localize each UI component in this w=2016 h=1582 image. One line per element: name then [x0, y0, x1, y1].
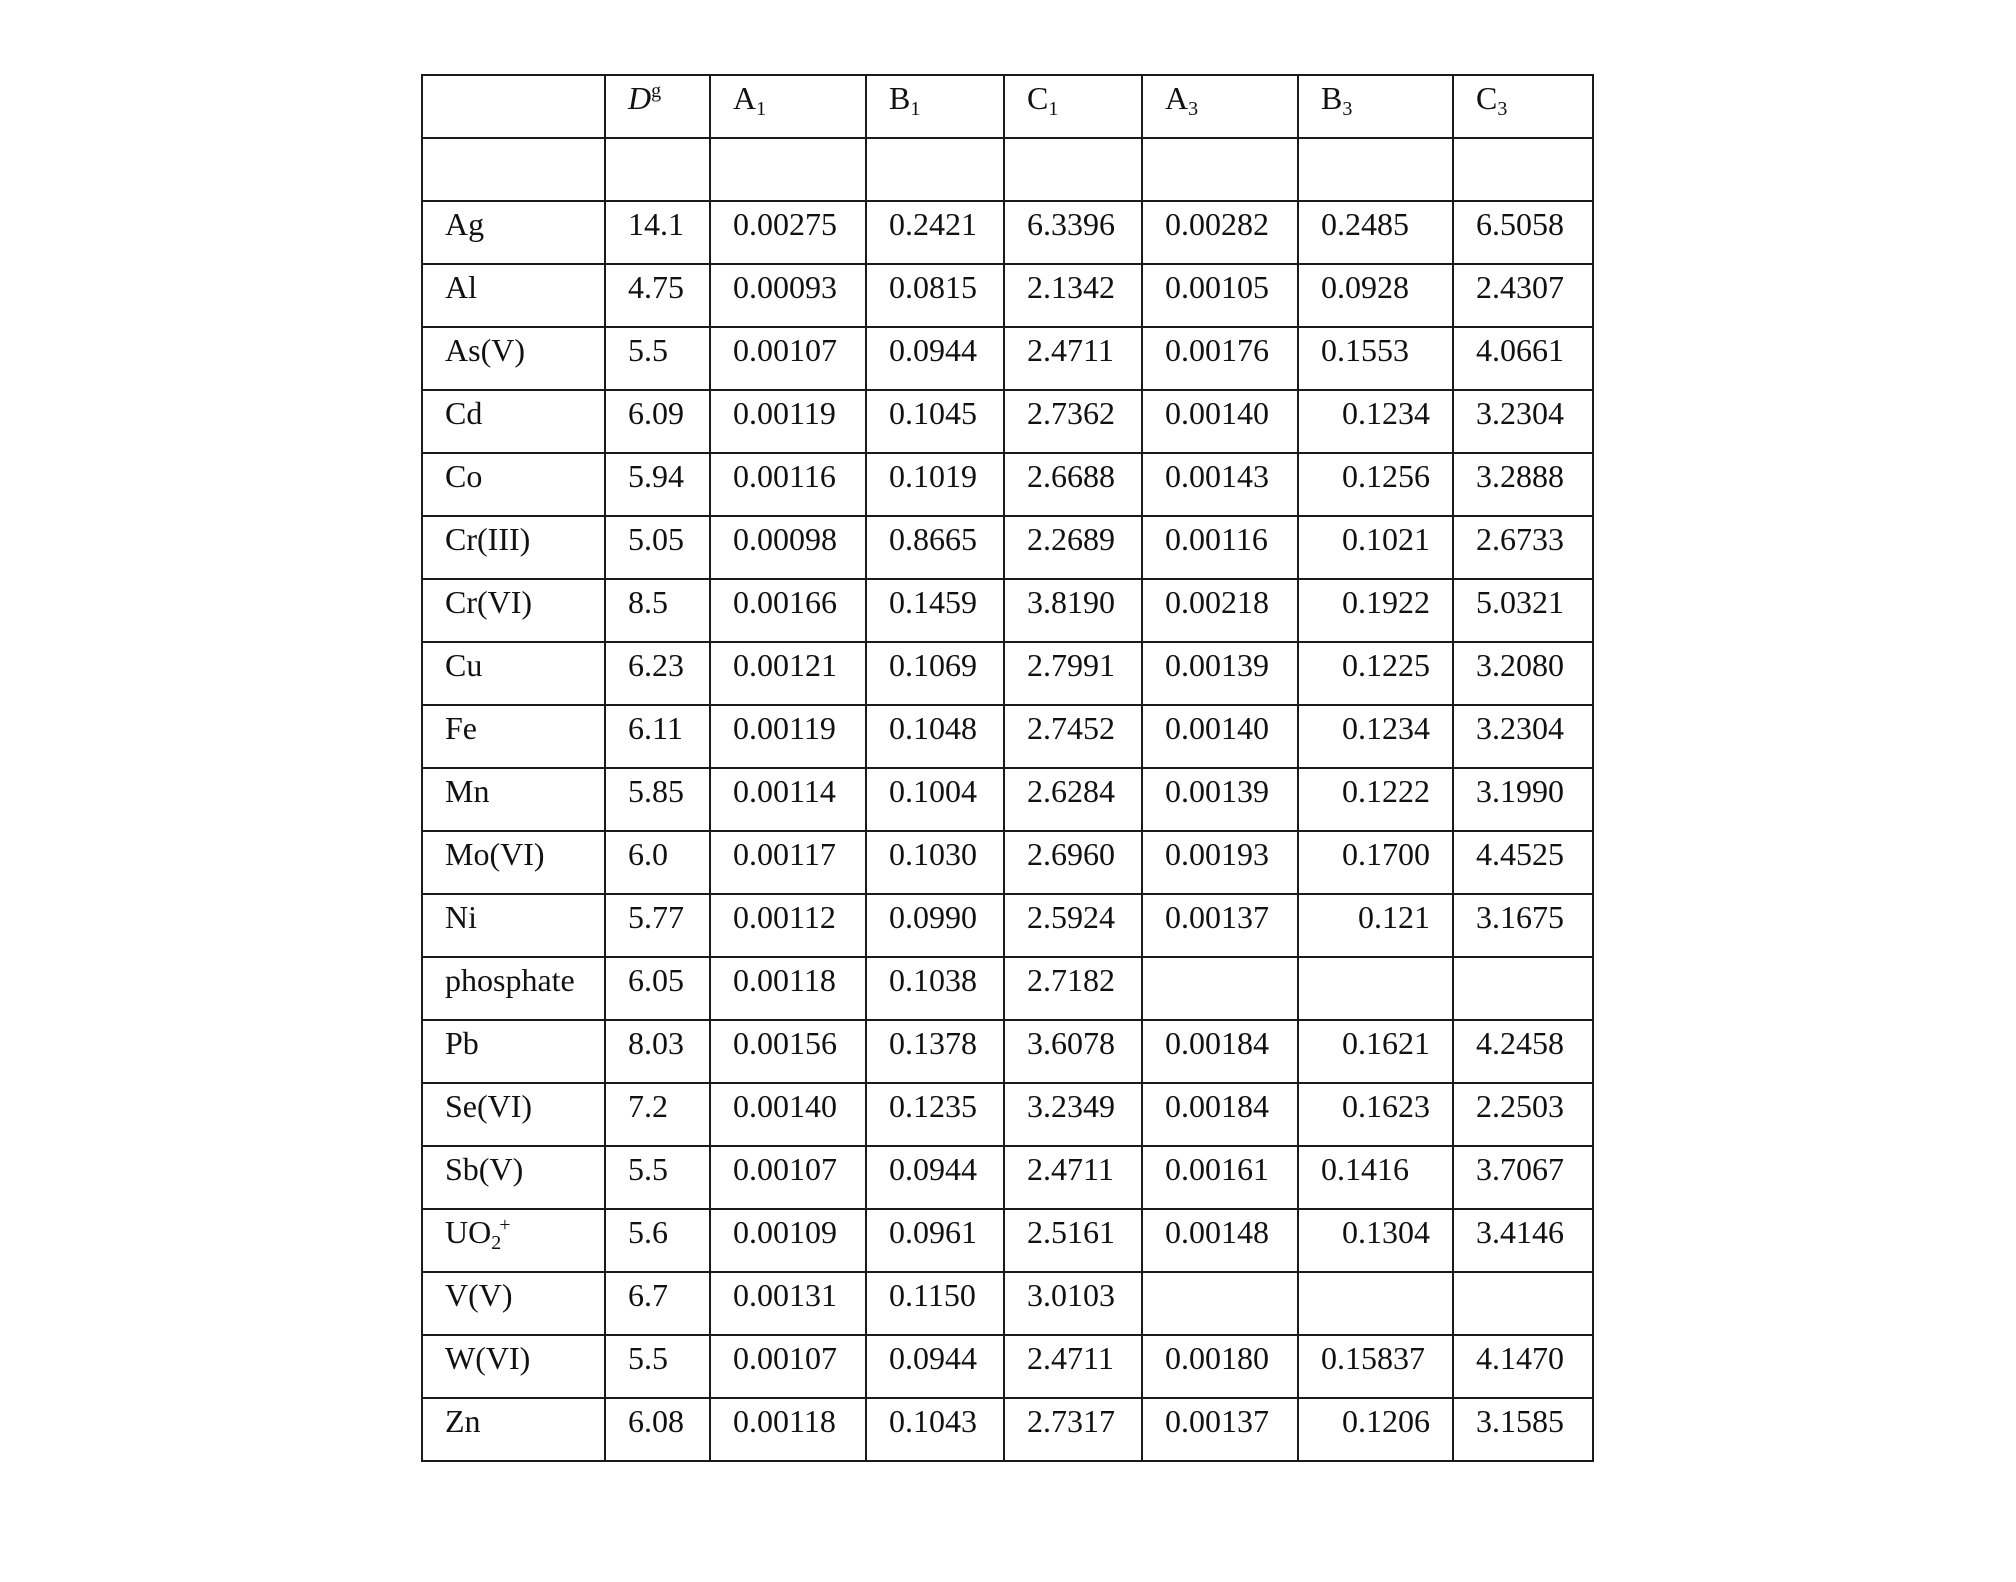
header-symbol: B	[1321, 80, 1343, 116]
table-row	[422, 894, 1593, 957]
cell-a1: 0.00156	[710, 1020, 866, 1083]
table-row	[422, 1083, 1593, 1146]
header-cell-c3	[1453, 75, 1593, 138]
cell-b3: 0.0928	[1298, 264, 1453, 327]
header-subscript: 1	[1048, 98, 1059, 120]
cell-a1: 0.00107	[710, 1335, 866, 1398]
table-row	[422, 201, 1593, 264]
cell-dg: 6.11	[605, 705, 710, 768]
cell-a3: 0.00105	[1142, 264, 1298, 327]
cell-a1: 0.00116	[710, 453, 866, 516]
row-label: Al	[422, 264, 605, 327]
cell-b1: 0.1038	[866, 957, 1004, 1020]
header-cell-label	[422, 75, 605, 138]
cell-dg: 8.03	[605, 1020, 710, 1083]
cell-b3	[1298, 138, 1453, 201]
cell-b3: 0.1416	[1298, 1146, 1453, 1209]
cell-a1: 0.00107	[710, 327, 866, 390]
cell-c3: 2.6733	[1453, 516, 1593, 579]
cell-b3: 0.1222	[1298, 768, 1453, 831]
cell-c3: 4.4525	[1453, 831, 1593, 894]
cell-a3: 0.00161	[1142, 1146, 1298, 1209]
cell-b1: 0.1019	[866, 453, 1004, 516]
cell-a1: 0.00093	[710, 264, 866, 327]
cell-dg: 6.09	[605, 390, 710, 453]
cell-c1: 2.7991	[1004, 642, 1142, 705]
cell-c3: 3.1675	[1453, 894, 1593, 957]
cell-b3: 0.1256	[1298, 453, 1453, 516]
cell-dg: 5.5	[605, 1335, 710, 1398]
table-row	[422, 327, 1593, 390]
row-label	[422, 138, 605, 201]
cell-b3: 0.1304	[1298, 1209, 1453, 1272]
row-label: Cr(III)	[422, 516, 605, 579]
cell-c3	[1453, 138, 1593, 201]
cell-b3: 0.1553	[1298, 327, 1453, 390]
cell-c3: 3.2888	[1453, 453, 1593, 516]
cell-b1: 0.1235	[866, 1083, 1004, 1146]
cell-dg: 5.77	[605, 894, 710, 957]
cell-a3	[1142, 138, 1298, 201]
header-subscript: 1	[910, 98, 921, 120]
table-row	[422, 1272, 1593, 1335]
table-row	[422, 1020, 1593, 1083]
table-row	[422, 1209, 1593, 1272]
row-label: Se(VI)	[422, 1083, 605, 1146]
table-row	[422, 831, 1593, 894]
cell-c1: 2.2689	[1004, 516, 1142, 579]
row-label: Cd	[422, 390, 605, 453]
cell-b3: 0.1234	[1298, 390, 1453, 453]
table-row	[422, 264, 1593, 327]
cell-dg: 6.0	[605, 831, 710, 894]
cell-a1: 0.00109	[710, 1209, 866, 1272]
header-cell-a3	[1142, 75, 1298, 138]
cell-dg: 8.5	[605, 579, 710, 642]
cell-c3: 4.1470	[1453, 1335, 1593, 1398]
header-cell-a1	[710, 75, 866, 138]
cell-a1: 0.00121	[710, 642, 866, 705]
cell-a3: 0.00218	[1142, 579, 1298, 642]
cell-dg	[605, 138, 710, 201]
cell-b1: 0.0944	[866, 1146, 1004, 1209]
header-subscript: 1	[756, 98, 767, 120]
cell-dg: 5.85	[605, 768, 710, 831]
cell-a1: 0.00118	[710, 1398, 866, 1461]
cell-c1: 3.8190	[1004, 579, 1142, 642]
table-row	[422, 390, 1593, 453]
cell-a1: 0.00275	[710, 201, 866, 264]
cell-dg: 5.5	[605, 1146, 710, 1209]
header-symbol: D	[628, 80, 652, 116]
cell-c3: 3.1990	[1453, 768, 1593, 831]
cell-a1: 0.00140	[710, 1083, 866, 1146]
cell-b1	[866, 138, 1004, 201]
cell-c3: 4.0661	[1453, 327, 1593, 390]
cell-c1: 2.4711	[1004, 1146, 1142, 1209]
cell-a3: 0.00139	[1142, 642, 1298, 705]
cell-a1: 0.00107	[710, 1146, 866, 1209]
row-label: W(VI)	[422, 1335, 605, 1398]
cell-b3: 0.15837	[1298, 1335, 1453, 1398]
cell-b1: 0.0944	[866, 327, 1004, 390]
cell-a3: 0.00116	[1142, 516, 1298, 579]
cell-b3: 0.1021	[1298, 516, 1453, 579]
cell-c3: 5.0321	[1453, 579, 1593, 642]
cell-a1: 0.00112	[710, 894, 866, 957]
header-symbol: C	[1476, 80, 1498, 116]
cell-c1: 2.1342	[1004, 264, 1142, 327]
cell-b3: 0.1922	[1298, 579, 1453, 642]
cell-a3: 0.00184	[1142, 1083, 1298, 1146]
cell-b1: 0.1069	[866, 642, 1004, 705]
cell-c3: 2.4307	[1453, 264, 1593, 327]
table-row	[422, 705, 1593, 768]
row-label: Fe	[422, 705, 605, 768]
cell-a3: 0.00148	[1142, 1209, 1298, 1272]
cell-b3: 0.1234	[1298, 705, 1453, 768]
cell-c1: 2.5924	[1004, 894, 1142, 957]
cell-a3: 0.00143	[1142, 453, 1298, 516]
cell-a1: 0.00119	[710, 705, 866, 768]
cell-c1: 6.3396	[1004, 201, 1142, 264]
header-symbol: C	[1027, 80, 1049, 116]
header-row	[422, 75, 1593, 138]
cell-a3: 0.00184	[1142, 1020, 1298, 1083]
cell-c3: 3.2080	[1453, 642, 1593, 705]
cell-c1: 2.7317	[1004, 1398, 1142, 1461]
header-symbol: A	[1165, 80, 1189, 116]
cell-c1: 2.5161	[1004, 1209, 1142, 1272]
cell-b1: 0.0944	[866, 1335, 1004, 1398]
header-subscript: 3	[1188, 98, 1199, 120]
cell-a1: 0.00118	[710, 957, 866, 1020]
table-row	[422, 642, 1593, 705]
cell-b1: 0.1045	[866, 390, 1004, 453]
cell-dg: 6.08	[605, 1398, 710, 1461]
cell-a1: 0.00166	[710, 579, 866, 642]
cell-dg: 5.5	[605, 327, 710, 390]
cell-c3: 4.2458	[1453, 1020, 1593, 1083]
cell-c1: 2.6688	[1004, 453, 1142, 516]
cell-a1: 0.00119	[710, 390, 866, 453]
row-label: phosphate	[422, 957, 605, 1020]
cell-b3: 0.1206	[1298, 1398, 1453, 1461]
cell-b1: 0.8665	[866, 516, 1004, 579]
cell-a3: 0.00193	[1142, 831, 1298, 894]
cell-b1: 0.1004	[866, 768, 1004, 831]
cell-c3: 6.5058	[1453, 201, 1593, 264]
cell-a3	[1142, 957, 1298, 1020]
row-label: $UO_2^+$	[422, 1209, 605, 1272]
cell-b1: 0.1048	[866, 705, 1004, 768]
header-cell-c1	[1004, 75, 1142, 138]
row-label: Zn	[422, 1398, 605, 1461]
cell-c1	[1004, 138, 1142, 201]
cell-c3: 3.4146	[1453, 1209, 1593, 1272]
cell-c1: 3.2349	[1004, 1083, 1142, 1146]
row-label: Cr(VI)	[422, 579, 605, 642]
cell-a3: 0.00140	[1142, 705, 1298, 768]
row-label: Ni	[422, 894, 605, 957]
cell-b1: 0.1459	[866, 579, 1004, 642]
row-label: Ag	[422, 201, 605, 264]
header-subscript: 3	[1342, 98, 1353, 120]
cell-b1: 0.1030	[866, 831, 1004, 894]
cell-a3: 0.00176	[1142, 327, 1298, 390]
cell-a3: 0.00137	[1142, 894, 1298, 957]
header-cell-b1	[866, 75, 1004, 138]
table-row	[422, 138, 1593, 201]
table-row	[422, 768, 1593, 831]
cell-dg: 5.94	[605, 453, 710, 516]
table-row	[422, 453, 1593, 516]
header-superscript: g	[651, 80, 662, 102]
cell-c1: 2.6284	[1004, 768, 1142, 831]
cell-a3: 0.00140	[1142, 390, 1298, 453]
cell-c1: 2.4711	[1004, 327, 1142, 390]
cell-c3: 3.1585	[1453, 1398, 1593, 1461]
cell-b3: 0.1700	[1298, 831, 1453, 894]
cell-dg: 5.6	[605, 1209, 710, 1272]
cell-dg: 6.7	[605, 1272, 710, 1335]
cell-c3: 2.2503	[1453, 1083, 1593, 1146]
header-cell-b3	[1298, 75, 1453, 138]
cell-c1: 3.0103	[1004, 1272, 1142, 1335]
cell-a1: 0.00114	[710, 768, 866, 831]
table-row	[422, 579, 1593, 642]
cell-c1: 2.6960	[1004, 831, 1142, 894]
cell-b3: 0.2485	[1298, 201, 1453, 264]
cell-b1: 0.1043	[866, 1398, 1004, 1461]
cell-a3	[1142, 1272, 1298, 1335]
row-label: As(V)	[422, 327, 605, 390]
cell-dg: 5.05	[605, 516, 710, 579]
cell-c1: 2.7452	[1004, 705, 1142, 768]
table-row	[422, 1146, 1593, 1209]
cell-b3: 0.1623	[1298, 1083, 1453, 1146]
cell-dg: 6.23	[605, 642, 710, 705]
cell-c3: 3.2304	[1453, 705, 1593, 768]
cell-a3: 0.00282	[1142, 201, 1298, 264]
cell-dg: 7.2	[605, 1083, 710, 1146]
cell-b1: 0.1378	[866, 1020, 1004, 1083]
cell-b3	[1298, 1272, 1453, 1335]
table-row	[422, 1398, 1593, 1461]
row-label: Cu	[422, 642, 605, 705]
cell-c3	[1453, 1272, 1593, 1335]
row-label: Mo(VI)	[422, 831, 605, 894]
cell-c1: 2.4711	[1004, 1335, 1142, 1398]
cell-c3	[1453, 957, 1593, 1020]
cell-a1: 0.00131	[710, 1272, 866, 1335]
header-symbol: B	[889, 80, 911, 116]
cell-b1: 0.0815	[866, 264, 1004, 327]
cell-a1	[710, 138, 866, 201]
cell-b1: 0.0990	[866, 894, 1004, 957]
cell-c1: 2.7362	[1004, 390, 1142, 453]
table-row	[422, 957, 1593, 1020]
cell-b3: 0.121	[1298, 894, 1453, 957]
cell-b3: 0.1621	[1298, 1020, 1453, 1083]
table-row	[422, 1335, 1593, 1398]
cell-dg: 14.1	[605, 201, 710, 264]
row-label: V(V)	[422, 1272, 605, 1335]
coefficients-table	[421, 74, 1594, 1462]
cell-c1: 3.6078	[1004, 1020, 1142, 1083]
cell-a1: 0.00098	[710, 516, 866, 579]
cell-b3	[1298, 957, 1453, 1020]
cell-b1: 0.1150	[866, 1272, 1004, 1335]
cell-c3: 3.2304	[1453, 390, 1593, 453]
cell-b3: 0.1225	[1298, 642, 1453, 705]
cell-a3: 0.00180	[1142, 1335, 1298, 1398]
cell-c1: 2.7182	[1004, 957, 1142, 1020]
row-label: Co	[422, 453, 605, 516]
row-label: Pb	[422, 1020, 605, 1083]
table-row	[422, 516, 1593, 579]
cell-dg: 6.05	[605, 957, 710, 1020]
cell-b1: 0.2421	[866, 201, 1004, 264]
cell-a3: 0.00137	[1142, 1398, 1298, 1461]
row-label: Sb(V)	[422, 1146, 605, 1209]
cell-dg: 4.75	[605, 264, 710, 327]
header-subscript: 3	[1497, 98, 1508, 120]
header-cell-dg	[605, 75, 710, 138]
cell-a1: 0.00117	[710, 831, 866, 894]
row-label: Mn	[422, 768, 605, 831]
cell-a3: 0.00139	[1142, 768, 1298, 831]
cell-b1: 0.0961	[866, 1209, 1004, 1272]
cell-c3: 3.7067	[1453, 1146, 1593, 1209]
header-symbol: A	[733, 80, 757, 116]
